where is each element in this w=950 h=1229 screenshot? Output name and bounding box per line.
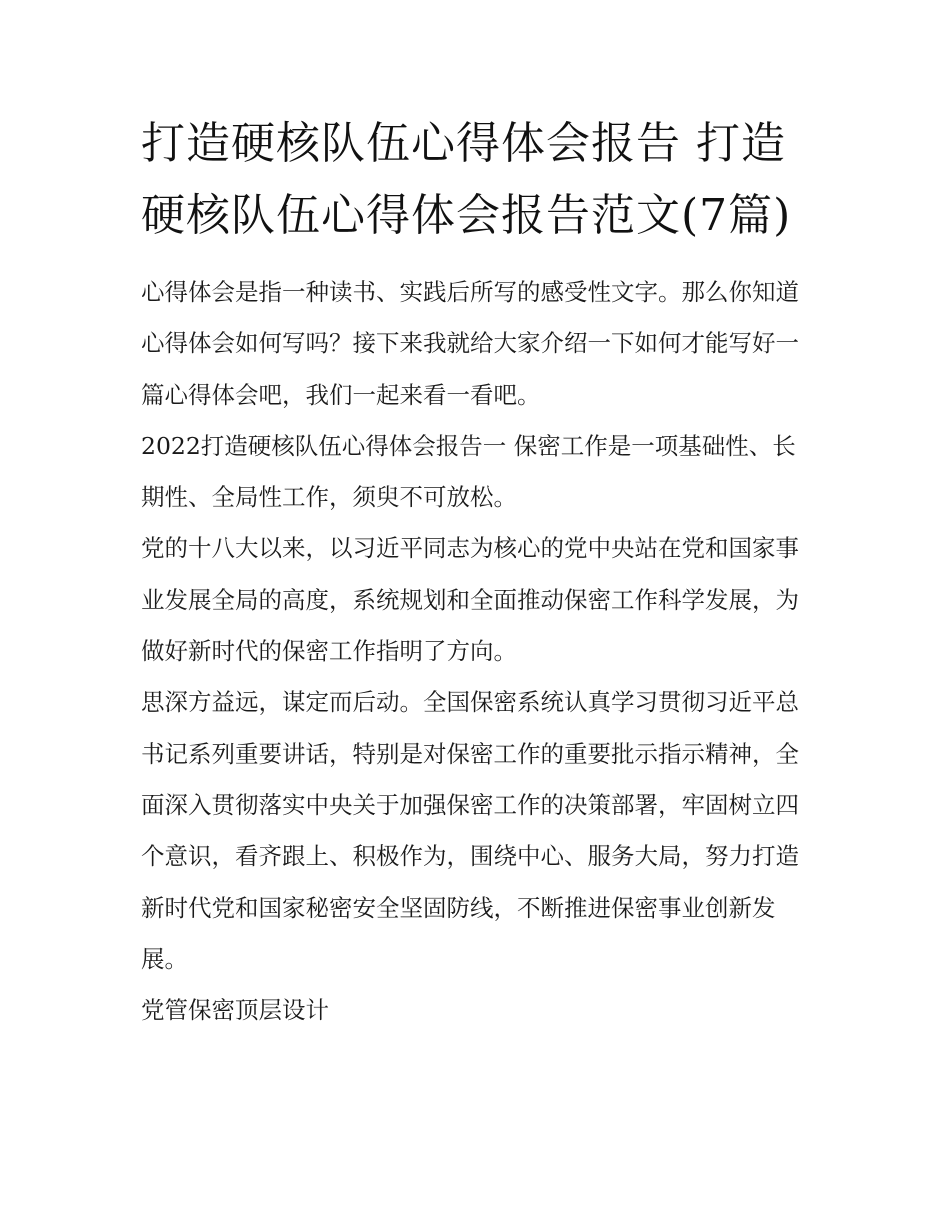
paragraph-strategy: 思深方益远，谋定而后动。全国保密系统认真学习贯彻习近平总书记系列重要讲话，特别是对保密工作的重要批示指示精神，全面深入贯彻落实中央关于加强保密工作的决策部署，牢固树立四个意识，看齐跟上、积极作为，围绕中心、服务大局，努力打造新时代党和国家秘密安全坚固防线，不断推进保密事业创新发展。 <box>141 688 799 973</box>
paragraph-subheading: 党管保密顶层设计 <box>141 996 329 1025</box>
document-page <box>141 108 813 1036</box>
paragraph-section-heading: 2022打造硬核队伍心得体会报告一 保密工作是一项基础性、长期性、全局性工作，须臾不可放松。 <box>141 431 796 512</box>
paragraph-party-congress: 党的十八大以来，以习近平同志为核心的党中央站在党和国家事业发展全局的高度，系统规划和全面推动保密工作科学发展，为做好新时代的保密工作指明了方向。 <box>141 534 799 666</box>
paragraph-intro: 心得体会是指一种读书、实践后所写的感受性文字。那么你知道心得体会如何写吗？接下来我就给大家介绍一下如何才能写好一篇心得体会吧，我们一起来看一看吧。 <box>141 278 799 409</box>
document-title: 打造硬核队伍心得体会报告 打造硬核队伍心得体会报告范文(7篇) <box>141 118 792 241</box>
document-body <box>141 267 813 1036</box>
